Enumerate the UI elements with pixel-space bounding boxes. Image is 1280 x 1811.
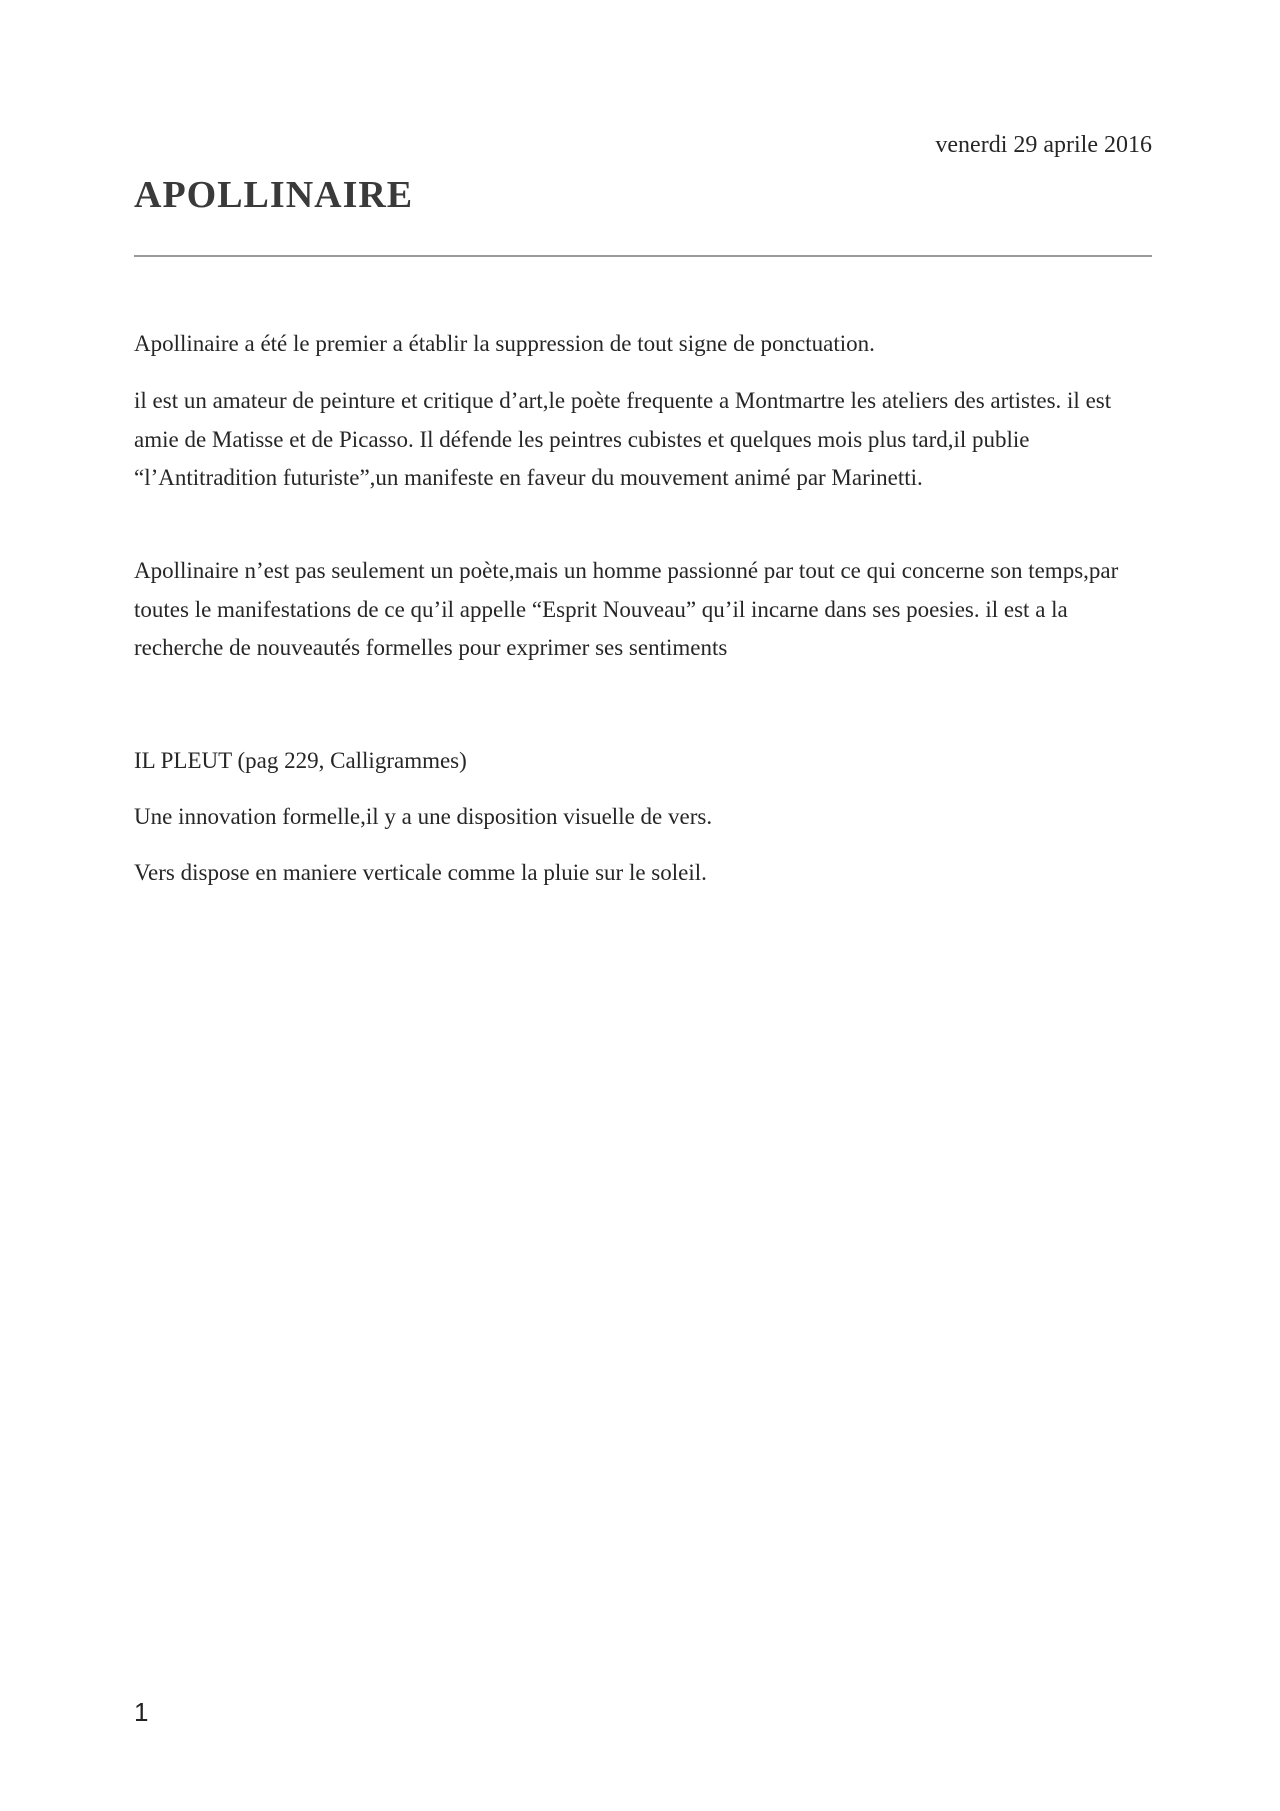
document-date: venerdi 29 aprile 2016 [935,132,1152,158]
paragraph-punctuation: Apollinaire a été le premier a établir la suppression de tout signe de ponctuation. [134,331,875,356]
paragraph-vertical-verse: Vers dispose en maniere verticale comme la pluie sur le soleil. [134,860,707,885]
poem-reference: IL PLEUT (pag 229, Calligrammes) [134,748,467,773]
document-title: APOLLINAIRE [134,174,414,216]
paragraph-formal-innovation: Une innovation formelle,il y a une disposition visuelle de vers. [134,804,713,829]
paragraph-esprit-nouveau: Apollinaire n’est pas seulement un poète,mais un homme passionné par tout ce qui concerne son temps,par toutes le manifestations de ce qu’il appelle “Esprit Nouveau” qu’il incarne dans ses poesies. il est a la recherche de nouveautés formelles pour exprimer ses sentiments [134,558,1119,660]
title-divider [134,255,1152,257]
paragraph-art-critic: il est un amateur de peinture et critique d’art,le poète frequente a Montmartre les ateliers des artistes. il est amie de Matisse et de Picasso. Il défende les peintres cubistes et quelques mois plus tard,il publie “l’Antitradition futuriste”,un manifeste en faveur du mouvement animé par Marinetti. [134,388,1112,490]
page-number: 1 [134,1697,149,1727]
